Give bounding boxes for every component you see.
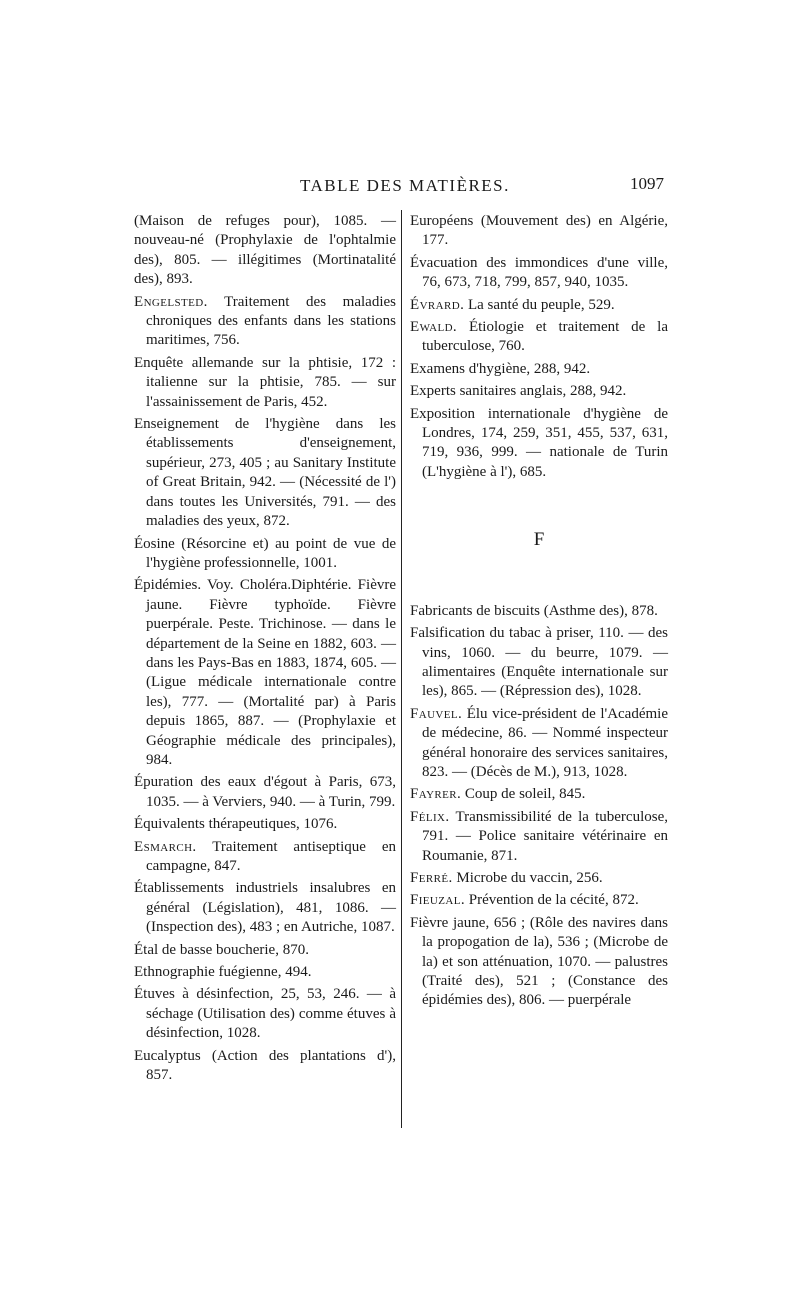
entry-text: Enquête allemande sur la phtisie, 172 : italienne sur la phtisie, 785. — sur l'assainissement de Paris, 452.	[134, 354, 396, 410]
entry-text: Européens (Mouvement des) en Algérie, 177.	[410, 213, 668, 249]
index-entry	[410, 602, 668, 621]
entry-text: Transmissibilité de la tuberculose, 791. — Police sanitaire vétérinaire en Roumanie, 871.	[422, 808, 668, 864]
index-entry	[134, 535, 396, 574]
entry-text: Prévention de la cécité, 872.	[465, 892, 639, 909]
index-entry	[134, 773, 396, 812]
index-entry	[410, 914, 668, 1011]
index-entry	[410, 891, 668, 910]
entry-text: Coup de soleil, 845.	[461, 786, 586, 803]
entry-text: (Maison de refuges pour), 1085. — nouveau-né (Prophylaxie de l'ophtalmie des), 805. — illégitimes (Mortinatalité des), 893.	[134, 213, 396, 288]
entry-author-name: Fayrer.	[410, 786, 462, 803]
right-entries-f	[410, 602, 668, 1011]
index-entry	[134, 354, 396, 412]
entry-text: La santé du peuple, 529.	[464, 296, 615, 313]
index-entry	[134, 576, 396, 770]
right-entries-e	[410, 212, 668, 482]
index-entry	[134, 941, 396, 960]
entry-text: Étiologie et traitement de la tuberculose, 760.	[422, 319, 668, 355]
entry-author-name: Fieuzal.	[410, 892, 466, 909]
index-entry	[410, 212, 668, 251]
entry-text: Évacuation des immondices d'une ville, 76, 673, 718, 799, 857, 940, 1035.	[410, 254, 668, 291]
entry-text: Fabricants de biscuits (Asthme des), 878.	[410, 602, 658, 619]
index-entry	[410, 254, 668, 293]
running-title: TABLE DES MATIÈRES.	[300, 176, 510, 195]
entry-text: Falsification du tabac à priser, 110. — des vins, 1060. — du beurre, 1079. — alimentaires (Enquête internationale sur les), 865. — (Répression des), 1028.	[410, 625, 668, 700]
index-entry	[134, 1047, 396, 1086]
index-entry	[134, 963, 396, 982]
entry-text: Élu vice-président de l'Académie de médecine, 86. — Nommé inspecteur général honoraire des services sanitaires, 823. — (Décès de M.), 913, 1028.	[422, 705, 668, 780]
index-entry	[134, 985, 396, 1043]
index-entry	[410, 318, 668, 357]
entry-text: Épidémies. Voy. Choléra.Diphtérie. Fièvre jaune. Fièvre typhoïde. Fièvre puerpérale. Peste. Trichinose. — dans le département de la Seine en 1882, 603. — dans les Pays-Bas en 1883, 1874, 605. — (Ligue médicale internationale contre les), 777. — (Mortalité par) à Paris depuis 1865, 887. — (Prophylaxie et Géographie médicale des principales), 984.	[134, 577, 396, 768]
entry-text: Éosine (Résorcine et) au point de vue de l'hygiène professionnelle, 1001.	[134, 535, 396, 571]
entry-text: Experts sanitaires anglais, 288, 942.	[410, 383, 627, 400]
entry-text: Établissements industriels insalubres en général (Législation), 481, 1086. — (Inspection des), 483 ; en Autriche, 1087.	[134, 880, 396, 936]
index-entry	[410, 808, 668, 866]
right-column	[410, 212, 668, 1014]
entry-text: Étal de basse boucherie, 870.	[134, 941, 309, 958]
entry-text: Ethnographie fuégienne, 494.	[134, 964, 312, 981]
index-entry	[410, 869, 668, 888]
entry-text: Traitement des maladies chroniques des enfants dans les stations maritimes, 756.	[146, 293, 396, 349]
index-entry	[410, 785, 668, 804]
index-entry	[410, 405, 668, 483]
index-entry	[134, 838, 396, 877]
index-entry	[134, 815, 396, 834]
page-number: 1097	[630, 174, 664, 193]
entry-author-name: Ewald.	[410, 319, 458, 336]
entry-text: Traitement antiseptique en campagne, 847.	[146, 838, 396, 874]
entry-author-name: Évrard.	[410, 296, 465, 313]
left-column	[134, 212, 396, 1088]
entry-text: Équivalents thérapeutiques, 1076.	[134, 816, 338, 833]
entry-text: Exposition internationale d'hygiène de Londres, 174, 259, 351, 455, 537, 631, 719, 936, 999. — nationale de Turin (L'hygiène à l'), 685.	[410, 405, 668, 480]
index-entry	[134, 293, 396, 351]
entry-author-name: Félix.	[410, 808, 450, 825]
entry-text: Microbe du vaccin, 256.	[452, 869, 603, 886]
index-entry	[134, 212, 396, 290]
entry-author-name: Ferré.	[410, 869, 453, 886]
entry-text: Étuves à désinfection, 25, 53, 246. — à séchage (Utilisation des) comme étuves à désinfection, 1028.	[134, 986, 396, 1042]
entry-text: Examens d'hygiène, 288, 942.	[410, 360, 591, 377]
index-entry	[410, 360, 668, 379]
index-entry	[134, 879, 396, 937]
index-entry	[410, 705, 668, 783]
entry-author-name: Esmarch.	[134, 838, 197, 855]
entry-text: Épuration des eaux d'égout à Paris, 673, 1035. — à Verviers, 940. — à Turin, 799.	[134, 774, 396, 810]
entry-text: Fièvre jaune, 656 ; (Rôle des navires dans la propogation de la), 536 ; (Microbe de la) et son atténuation, 1070. — palustres (Traité des), 521 ; (Constance des épidémies des), 806. — puerpérale	[410, 914, 668, 1009]
index-entry	[410, 382, 668, 401]
column-divider	[401, 210, 402, 1128]
section-letter: F	[533, 529, 545, 551]
entry-text: Enseignement de l'hygiène dans les établissements d'enseignement, supérieur, 273, 405 ; au Sanitary Institute of Great Britain, 942. — (Nécessité de l') dans toutes les Universités, 791. — des maladies des yeux, 872.	[134, 416, 396, 530]
index-entry	[134, 415, 396, 531]
entry-author-name: Fauvel.	[410, 705, 463, 722]
index-entry	[410, 296, 668, 315]
entry-text: Eucalyptus (Action des plantations d'), 857.	[134, 1047, 396, 1084]
index-entry	[410, 624, 668, 702]
entry-author-name: Engelsted.	[134, 293, 208, 310]
